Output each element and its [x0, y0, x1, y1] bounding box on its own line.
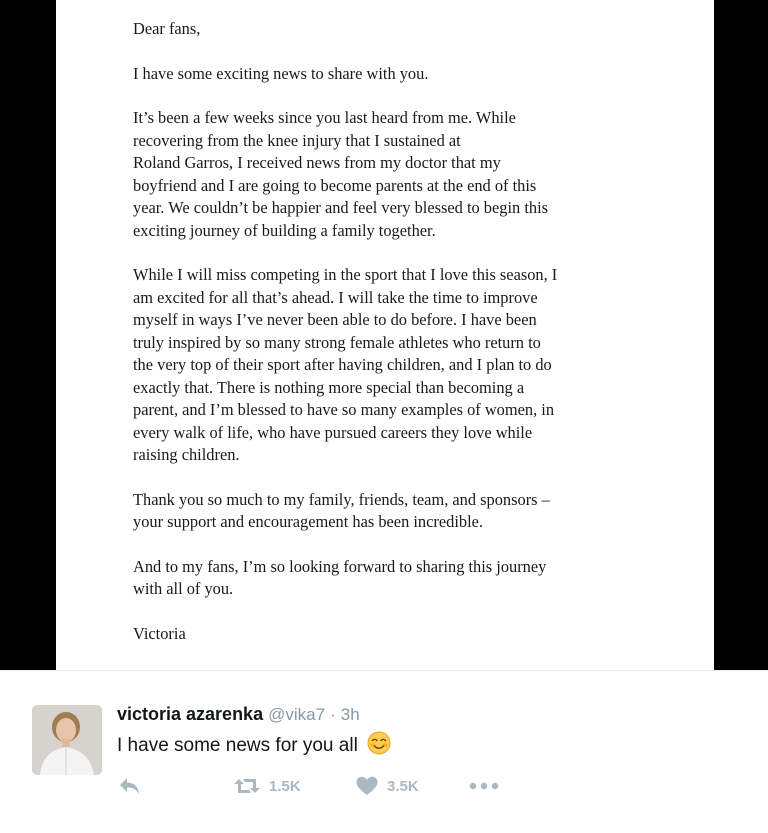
retweet-count: 1.5K — [269, 777, 301, 795]
reply-button[interactable] — [117, 771, 143, 801]
tweet-header — [117, 702, 360, 727]
tweet-timestamp[interactable]: 3h — [340, 705, 360, 724]
heart-icon — [355, 775, 379, 797]
tweet-actions — [117, 771, 517, 801]
tweet-text — [117, 731, 391, 763]
more-dots-icon — [469, 781, 499, 791]
retweet-button[interactable] — [233, 771, 301, 801]
letter-paragraph-2: It’s been a few weeks since you last heard from me. While recovering from the knee injury that I sustained at Roland Garros, I received news from my doctor that my boyfriend and I are going to become parents at the end of this year. We couldn’t be happier and feel very blessed to begin this exciting journey of building a family together. — [133, 108, 548, 240]
tweet-card — [0, 670, 768, 833]
letter-paragraph-3: While I will miss competing in the sport that I love this season, I am excited for all that’s ahead. I will take the time to improve myself in ways I’ve never been able to do before. I have been truly inspired by so many strong female athletes who return to the very top of their sport after having children, and I plan to do exactly that. There is nothing more special than becoming a parent, and I’m blessed to have so many examples of women, in every walk of life, who have pursued careers they love while raising children. — [133, 265, 558, 464]
smiling-face-icon — [367, 731, 391, 763]
user-handle[interactable]: @vika7 — [268, 705, 326, 724]
more-button[interactable] — [469, 771, 499, 801]
retweet-icon — [233, 775, 261, 797]
letter-salutation: Dear fans, — [133, 19, 201, 38]
profile-photo-icon — [32, 705, 102, 775]
letter-signature: Victoria — [133, 623, 186, 643]
like-button[interactable] — [355, 771, 419, 801]
display-name[interactable]: victoria azarenka — [117, 704, 264, 724]
letter-paragraph-4: Thank you so much to my family, friends, team, and sponsors – your support and encouragement has been incredible. — [133, 489, 550, 531]
avatar[interactable] — [32, 705, 102, 775]
letter-paragraph-5: And to my fans, I’m so looking forward to sharing this journey with all of you. — [133, 556, 547, 598]
header-separator: · — [330, 705, 336, 724]
like-count: 3.5K — [387, 777, 419, 795]
reply-icon — [117, 775, 143, 797]
letter-document — [56, 0, 714, 670]
letter-paragraph-1: I have some exciting news to share with you. — [133, 63, 429, 83]
tweet-text-content: I have some news for you all — [117, 735, 358, 756]
